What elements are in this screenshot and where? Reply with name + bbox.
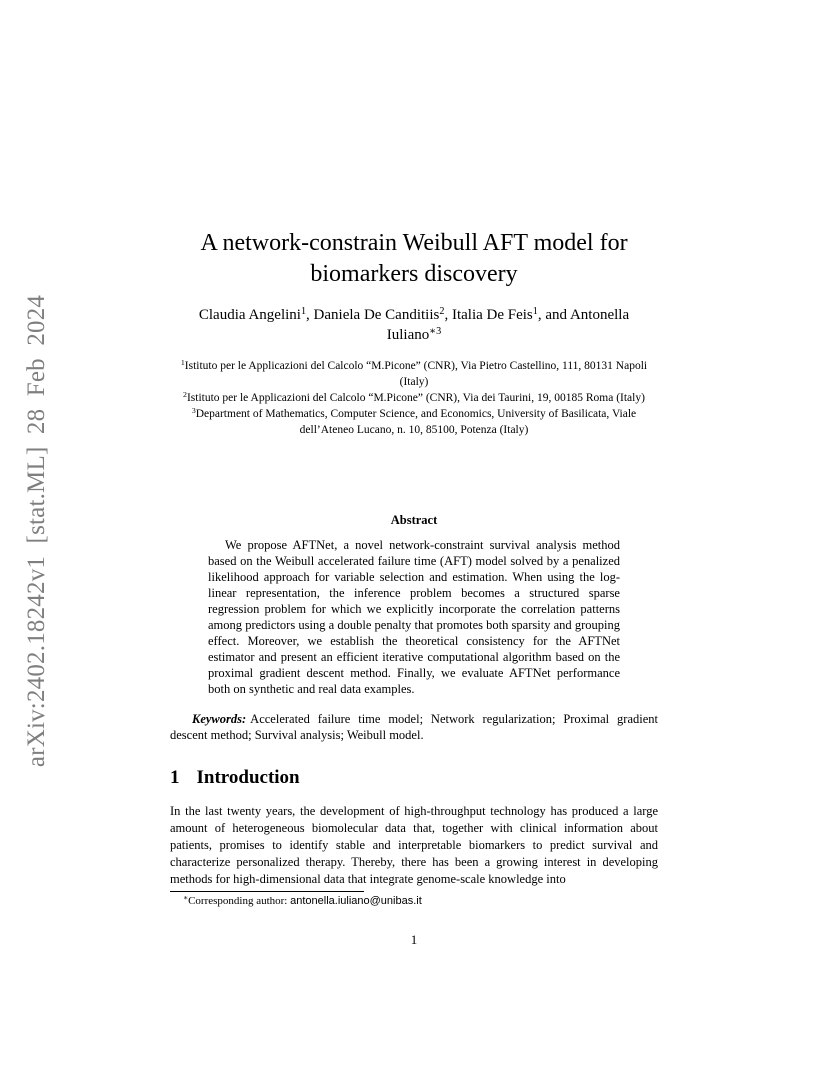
keywords-paragraph [170,711,658,743]
author-affiliation-mark: 2 [439,305,445,317]
abstract-body: We propose AFTNet, a novel network-constraint survival analysis method based on the Weibull accelerated failure time (AFT) model solved by a penalized likelihood approach for variable selection and estimation. When using the log-linear representation, the inference problem becomes a structured sparse regression problem for which we explicitly incorporate the correlation patterns among predictors using a double penalty that promotes both sparsity and grouping effect. Moreover, we establish the theoretical consistency for the AFTNet estimator and present an efficient iterative computational algorithm based on the proximal gradient descent method. Finally, we evaluate AFTNet performance both on synthetic and real data examples. [208,538,620,696]
arxiv-identifier-stamp [20,286,54,776]
introduction-paragraph: In the last twenty years, the development of high-throughput technology has produced a large amount of heterogeneous biomolecular data that, together with clinical information about patients, promises to identify stable and interpretable biomarkers to predict survival and characterize personalized therapy. Thereby, there has been a growing interest in developing methods for high-dimensional data that integrate genome-scale knowledge into [170,804,658,886]
abstract-heading: Abstract [390,513,438,527]
affiliation-mark: 1 [180,358,185,368]
keywords-label: Keywords: [192,712,247,726]
author-name: Antonella Iuliano [386,307,630,343]
author-name: Italia De Feis [451,307,533,323]
author-list [170,305,658,345]
paper-title-line-2: biomarkers discovery [310,261,518,287]
affiliation-mark: 3 [191,406,196,416]
affiliation [170,406,658,438]
footnote-label: Corresponding author: [188,895,291,907]
paper-title [170,228,658,290]
corresponding-email: antonella.iuliano@unibas.it [290,895,422,907]
footnote-divider [170,891,364,892]
affiliation-text: Istituto per le Applicazioni del Calcolo “M.Picone” (CNR), Via dei Taurini, 19, 00185 Roma (Italy) [186,392,645,404]
affiliation [170,358,658,390]
affiliation [170,390,658,406]
section-number: 1 [170,767,180,788]
footnote [183,894,422,908]
author-affiliation-mark: ∗3 [429,325,442,337]
author-separator: , and [537,307,570,323]
affiliation-list [170,358,658,438]
footnote-mark: ∗ [183,893,189,903]
keywords-text: Accelerated failure time model; Network regularization; Proximal gradient descent method; Survival analysis; Weibull model. [170,712,658,742]
page-number: 1 [410,932,418,947]
author-name: Daniela De Canditiis [313,307,440,323]
author-affiliation-mark: 1 [300,305,307,317]
section-heading [170,766,300,790]
author-separator: , [444,307,452,323]
affiliation-text: Istituto per le Applicazioni del Calcolo “M.Picone” (CNR), Via Pietro Castellino, 111, 80131 Napoli (Italy) [184,360,648,388]
affiliation-text: Department of Mathematics, Computer Science, and Economics, University of Basilicata, Viale dell’Ateneo Lucano, n. 10, 85100, Potenza (Italy) [195,408,637,436]
author-separator: , [306,307,314,323]
arxiv-identifier-text: arXiv:2402.18242v1 [stat.ML] 28 Feb 2024 [23,294,51,768]
paper-title-line-1: A network-constrain Weibull AFT model for [200,230,628,256]
author-affiliation-mark: 1 [532,305,538,317]
section-title: Introduction [196,767,300,788]
author-name: Claudia Angelini [198,307,301,323]
affiliation-mark: 2 [183,390,187,400]
